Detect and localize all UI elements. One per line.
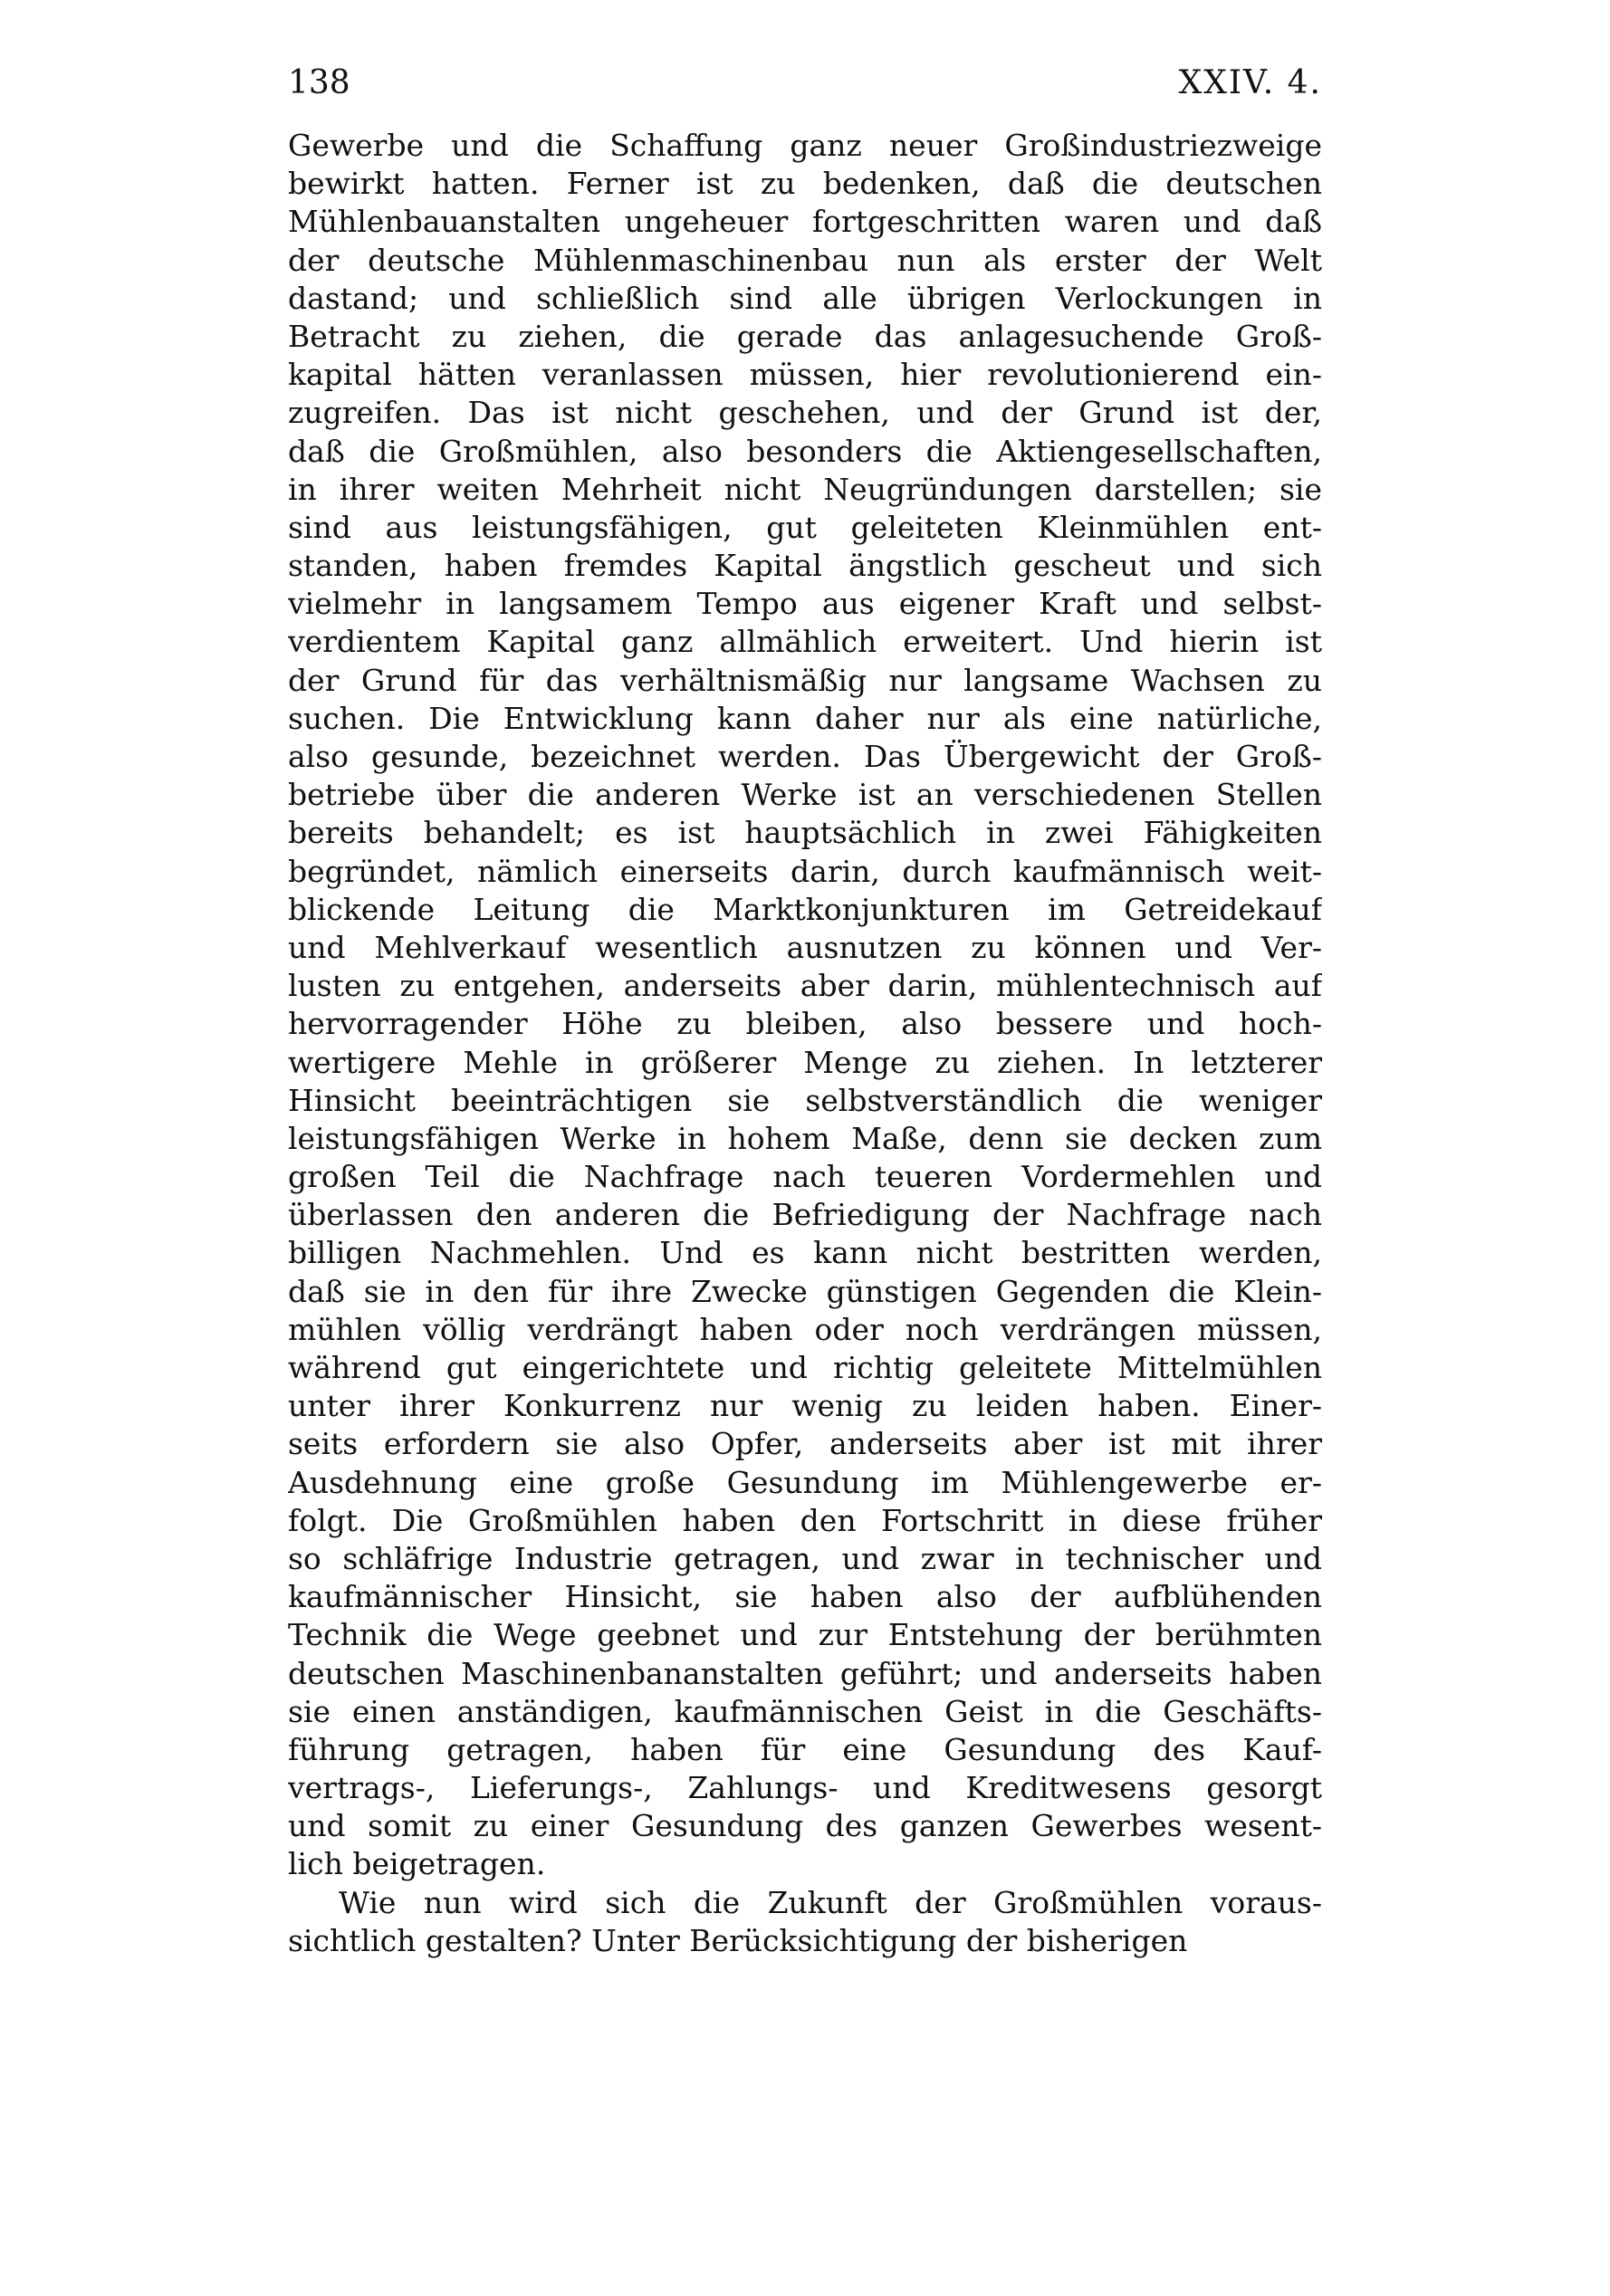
text-line: der Grund für das verhältnismäßig nur langsame Wachsen zu: [288, 662, 1322, 698]
text-line: also gesunde, bezeichnet werden. Das Übergewicht der Groß-: [288, 739, 1322, 774]
text-line: folgt. Die Großmühlen haben den Fortschritt in diese früher: [288, 1502, 1322, 1538]
text-line: daß sie in den für ihre Zwecke günstigen Gegenden die Klein-: [288, 1273, 1322, 1309]
text-line: dastand; und schließlich sind alle übrigen Verlockungen in: [288, 280, 1322, 316]
running-head: [288, 56, 1322, 110]
text-line: standen, haben fremdes Kapital ängstlich gescheut und sich: [288, 548, 1322, 584]
text-line: betriebe über die anderen Werke ist an verschiedenen Stellen: [288, 777, 1322, 813]
text-line: der deutsche Mühlenmaschinenbau nun als erster der Welt: [288, 242, 1322, 278]
text-line: mühlen völlig verdrängt haben oder noch verdrängen müssen,: [288, 1311, 1322, 1347]
text-line: vertrags-, Lieferungs-, Zahlungs- und Kreditwesens gesorgt: [288, 1770, 1322, 1806]
text-line: daß die Großmühlen, also besonders die Aktiengesellschaften,: [288, 433, 1322, 469]
text-line: begründet, nämlich einerseits darin, durch kaufmännisch weit-: [288, 853, 1322, 889]
text-line: während gut eingerichtete und richtig geleitete Mittelmühlen: [288, 1350, 1322, 1385]
text-line: vielmehr in langsamem Tempo aus eigener Kraft und selbst-: [288, 586, 1322, 622]
section-reference: XXIV. 4.: [1178, 64, 1322, 101]
text-line: großen Teil die Nachfrage nach teueren Vordermehlen und: [288, 1159, 1322, 1195]
text-line: Betracht zu ziehen, die gerade das anlagesuchende Groß-: [288, 318, 1322, 354]
text-line: lusten zu entgehen, anderseits aber darin, mühlentechnisch auf: [288, 968, 1322, 1004]
text-line: blickende Leitung die Marktkonjunkturen im Getreidekauf: [288, 891, 1322, 927]
text-line: suchen. Die Entwicklung kann daher nur als eine natürliche,: [288, 700, 1322, 736]
text-line: Ausdehnung eine große Gesundung im Mühlengewerbe er-: [288, 1464, 1322, 1500]
text-line: Gewerbe und die Schaffung ganz neuer Großindustriezweige: [288, 128, 1322, 163]
text-line: überlassen den anderen die Befriedigung der Nachfrage nach: [288, 1197, 1322, 1233]
text-line: sie einen anständigen, kaufmännischen Geist in die Geschäfts-: [288, 1693, 1322, 1729]
text-line: kaufmännischer Hinsicht, sie haben also der aufblühenden: [288, 1579, 1322, 1615]
text-line: so schläfrige Industrie getragen, und zwar in technischer und: [288, 1540, 1322, 1576]
text-line: zugreifen. Das ist nicht geschehen, und der Grund ist der,: [288, 395, 1322, 431]
text-line: seits erfordern sie also Opfer, anderseits aber ist mit ihrer: [288, 1426, 1322, 1462]
text-line: verdientem Kapital ganz allmählich erweitert. Und hierin ist: [288, 624, 1322, 660]
text-line: in ihrer weiten Mehrheit nicht Neugründungen darstellen; sie: [288, 471, 1322, 507]
text-line: Hinsicht beeinträchtigen sie selbstverständlich die weniger: [288, 1082, 1322, 1118]
text-line: sichtlich gestalten? Unter Berücksichtigung der bisherigen: [288, 1922, 1188, 1958]
text-line: sind aus leistungsfähigen, gut geleiteten Kleinmühlen ent-: [288, 509, 1322, 545]
text-line: Technik die Wege geebnet und zur Entstehung der berühmten: [288, 1617, 1322, 1653]
text-line: unter ihrer Konkurrenz nur wenig zu leiden haben. Einer-: [288, 1388, 1322, 1424]
text-line: bewirkt hatten. Ferner ist zu bedenken, daß die deutschen: [288, 166, 1322, 202]
text-line: Mühlenbauanstalten ungeheuer fortgeschritten waren und daß: [288, 204, 1322, 240]
page-number: 138: [288, 64, 350, 101]
text-line: leistungsfähigen Werke in hohem Maße, denn sie decken zum: [288, 1120, 1322, 1156]
text-line: bereits behandelt; es ist hauptsächlich in zwei Fähigkeiten: [288, 815, 1322, 851]
text-line: und somit zu einer Gesundung des ganzen Gewerbes wesent-: [288, 1808, 1322, 1844]
body-text: [288, 127, 1322, 1960]
text-line: wertigere Mehle in größerer Menge zu ziehen. In letzterer: [288, 1044, 1322, 1080]
text-line: hervorragender Höhe zu bleiben, also bessere und hoch-: [288, 1006, 1322, 1042]
text-line: lich beigetragen.: [288, 1846, 546, 1882]
text-line: und Mehlverkauf wesentlich ausnutzen zu können und Ver-: [288, 929, 1322, 965]
text-line: führung getragen, haben für eine Gesundung des Kauf-: [288, 1731, 1322, 1767]
text-line: kapital hätten veranlassen müssen, hier revolutionierend ein-: [288, 357, 1322, 393]
text-line: deutschen Maschinenbananstalten geführt; und anderseits haben: [288, 1655, 1322, 1691]
text-line: Wie nun wird sich die Zukunft der Großmühlen voraus-: [339, 1884, 1322, 1920]
text-line: billigen Nachmehlen. Und es kann nicht bestritten werden,: [288, 1235, 1322, 1271]
